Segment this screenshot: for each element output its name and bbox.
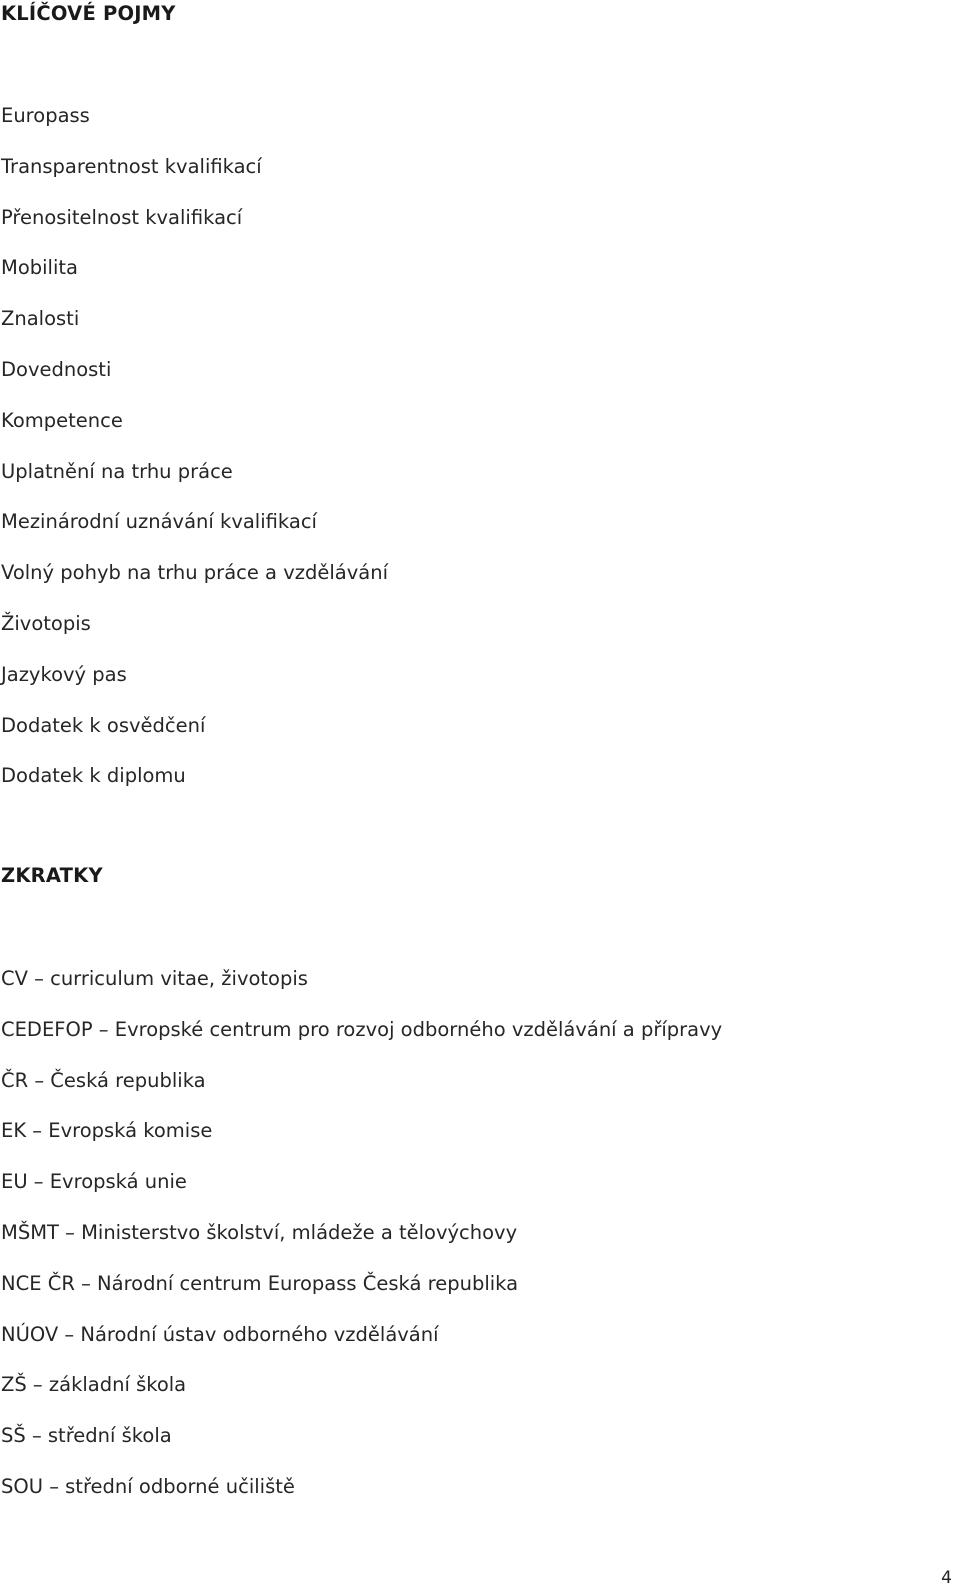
abbreviation-item: CV – curriculum vitae, životopis	[1, 967, 308, 990]
key-term-item: Transparentnost kvalifikací	[1, 154, 262, 178]
abbreviation-item: EU – Evropská unie	[1, 1170, 187, 1194]
key-term-item: Europass	[1, 104, 90, 127]
key-term-item: Přenositelnost kvalifikací	[1, 205, 243, 229]
abbreviation-item: NÚOV – Národní ústav odborného vzdělávání	[1, 1322, 439, 1346]
key-term-item: Jazykový pas	[1, 662, 127, 686]
abbreviation-item: ČR – Česká republika	[1, 1068, 206, 1092]
key-term-item: Dodatek k osvědčení	[1, 713, 206, 737]
key-term-item: Volný pohyb na trhu práce a vzdělávání	[1, 561, 388, 585]
key-term-item: Dovednosti	[1, 357, 112, 381]
abbreviations-heading: ZKRATKY	[1, 864, 103, 887]
key-term-item: Uplatnění na trhu práce	[1, 459, 233, 483]
page-number: 4	[941, 1568, 952, 1588]
key-term-item: Znalosti	[1, 307, 80, 331]
abbreviation-item: EK – Evropská komise	[1, 1119, 213, 1143]
abbreviation-item: NCE ČR – Národní centrum Europass Česká republika	[1, 1271, 519, 1295]
key-terms-heading: KLÍČOVÉ POJMY	[1, 2, 176, 25]
abbreviation-item: SOU – střední odborné učiliště	[1, 1474, 295, 1498]
key-term-item: Dodatek k diplomu	[1, 764, 186, 788]
abbreviation-item: SŠ – střední škola	[1, 1424, 172, 1448]
key-term-item: Mobilita	[1, 256, 78, 280]
abbreviation-item: CEDEFOP – Evropské centrum pro rozvoj odborného vzdělávání a přípravy	[1, 1017, 723, 1041]
key-term-item: Kompetence	[1, 408, 123, 432]
key-term-item: Mezinárodní uznávání kvalifikací	[1, 510, 317, 534]
key-term-item: Životopis	[1, 611, 91, 635]
abbreviation-item: MŠMT – Ministerstvo školství, mládeže a tělovýchovy	[1, 1220, 518, 1244]
key-terms-list	[1, 101, 388, 812]
abbreviations-list	[1, 964, 722, 1523]
abbreviation-item: ZŠ – základní škola	[1, 1373, 187, 1397]
